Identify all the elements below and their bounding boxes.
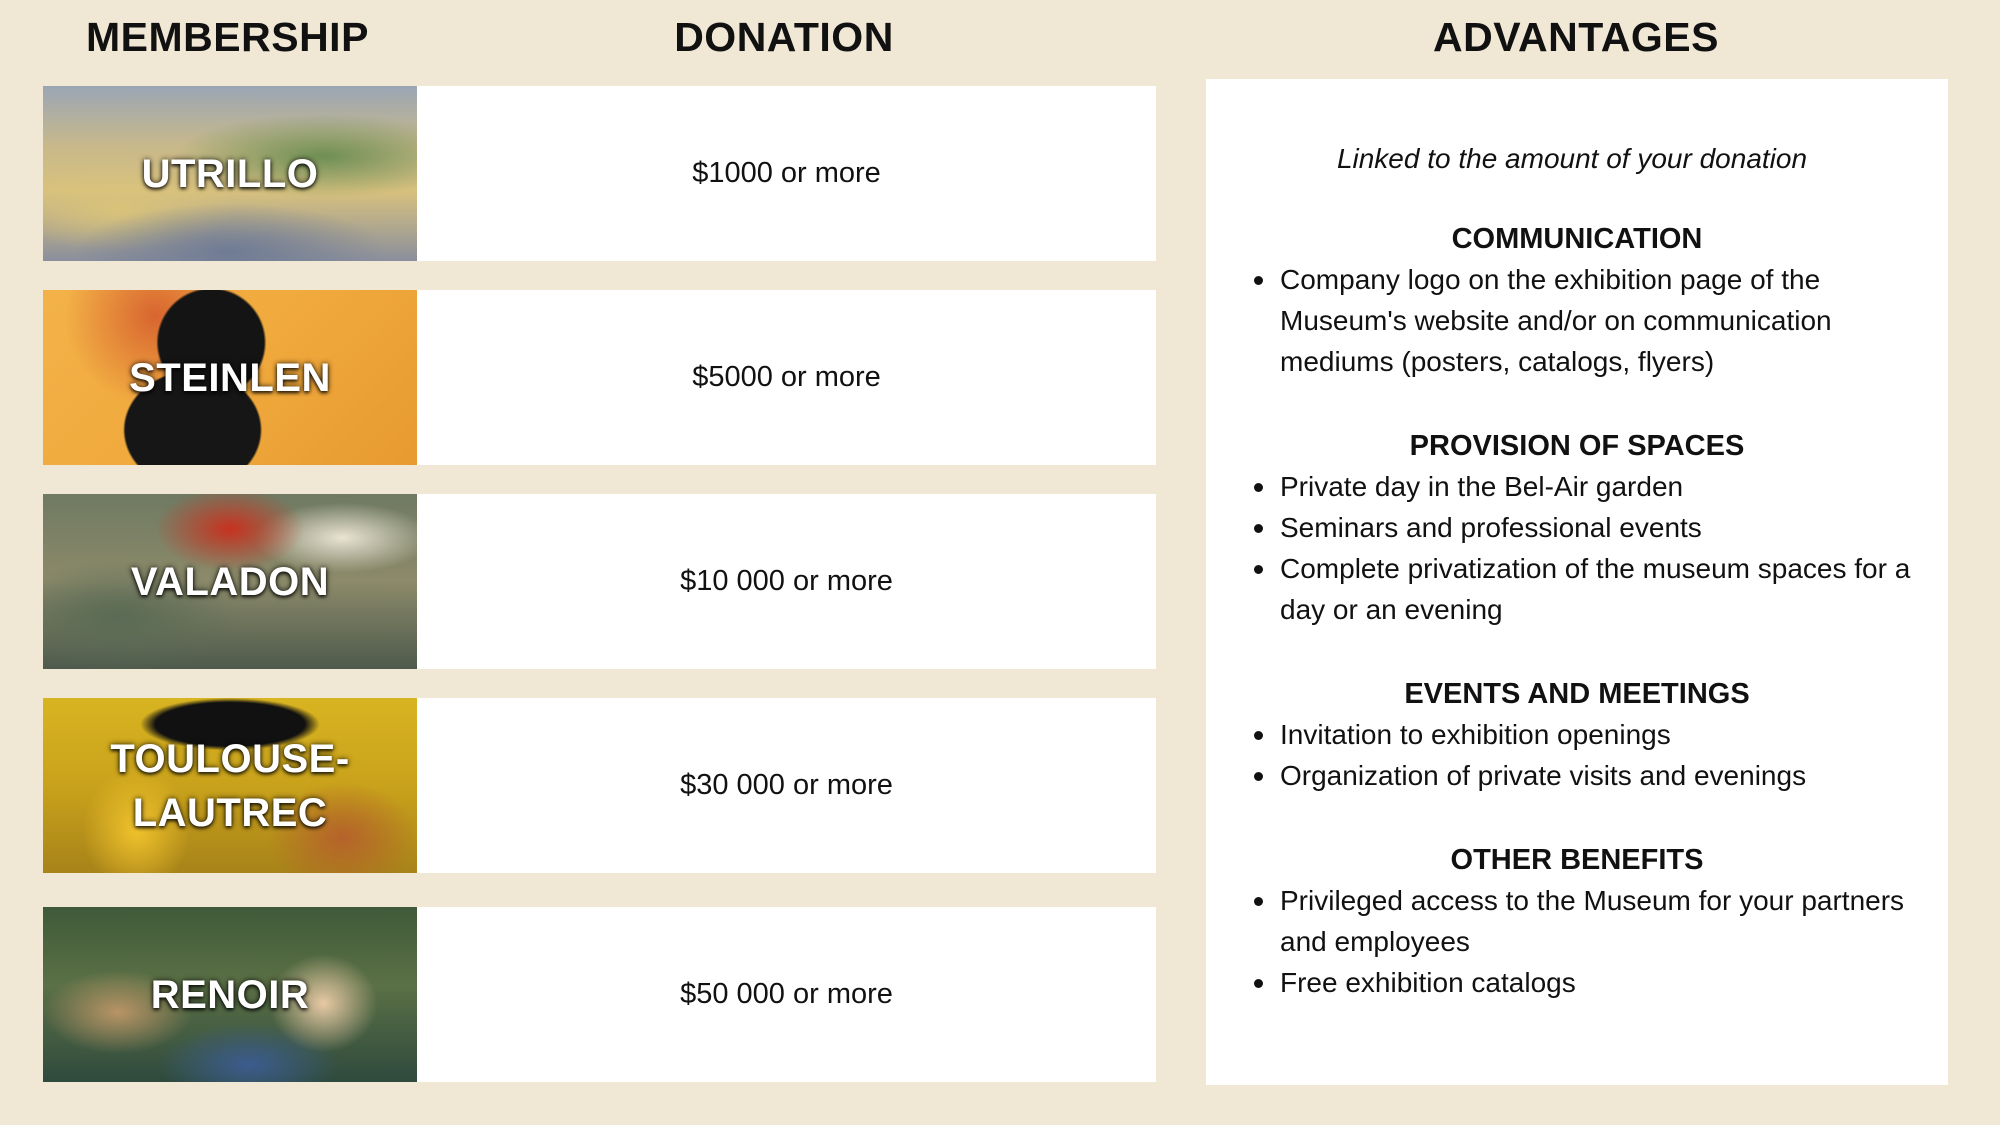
advantages-panel: [1206, 79, 1948, 1085]
tier-row-utrillo: [43, 86, 1156, 261]
tier-name: RENOIR: [150, 972, 310, 1017]
section-title-provision-of-spaces: PROVISION OF SPACES: [1409, 430, 1745, 462]
column-header-donation: DONATION: [674, 14, 894, 60]
advantages-intro: Linked to the amount of your donation: [1336, 143, 1808, 174]
benefit-item: Seminars and professional events: [1280, 507, 1918, 548]
tier-amount: $30 000 or more: [417, 698, 1156, 873]
column-header-membership: MEMBERSHIP: [86, 14, 369, 60]
tier-row-valadon: [43, 494, 1156, 669]
tier-amount: $1000 or more: [417, 86, 1156, 261]
section-title-events-and-meetings: EVENTS AND MEETINGS: [1404, 678, 1750, 710]
benefit-list: [1206, 466, 1948, 630]
section-title-other-benefits: OTHER BENEFITS: [1450, 844, 1704, 876]
tier-amount: $5000 or more: [417, 290, 1156, 465]
tier-image-valadon: [43, 494, 417, 669]
tier-name: TOULOUSE- LAUTREC: [110, 736, 350, 835]
benefit-list: [1206, 714, 1948, 796]
tier-amount: $50 000 or more: [417, 907, 1156, 1082]
benefit-item: Free exhibition catalogs: [1280, 962, 1918, 1003]
benefit-item: Organization of private visits and evenings: [1280, 755, 1918, 796]
benefit-list: [1206, 880, 1948, 1003]
tier-row-steinlen: [43, 290, 1156, 465]
tier-image-toulouse-lautrec: [43, 698, 417, 873]
benefit-item: Invitation to exhibition openings: [1280, 714, 1918, 755]
tier-image-renoir: [43, 907, 417, 1082]
benefit-item: Company logo on the exhibition page of the Museum's website and/or on communication mediums (posters, catalogs, flyers): [1280, 259, 1918, 382]
benefit-item: Private day in the Bel-Air garden: [1280, 466, 1918, 507]
tier-name: UTRILLO: [141, 151, 319, 196]
tier-image-utrillo: [43, 86, 417, 261]
tier-amount: $10 000 or more: [417, 494, 1156, 669]
tier-name: STEINLEN: [129, 355, 331, 400]
column-header-advantages: ADVANTAGES: [1433, 14, 1719, 60]
tier-name: VALADON: [130, 559, 330, 604]
benefit-item: Privileged access to the Museum for your partners and employees: [1280, 880, 1918, 962]
benefit-list: [1206, 259, 1948, 382]
tier-row-renoir: [43, 907, 1156, 1082]
tier-image-steinlen: [43, 290, 417, 465]
benefit-item: Complete privatization of the museum spaces for a day or an evening: [1280, 548, 1918, 630]
section-title-communication: COMMUNICATION: [1451, 223, 1703, 255]
tier-row-toulouse-lautrec: [43, 698, 1156, 873]
